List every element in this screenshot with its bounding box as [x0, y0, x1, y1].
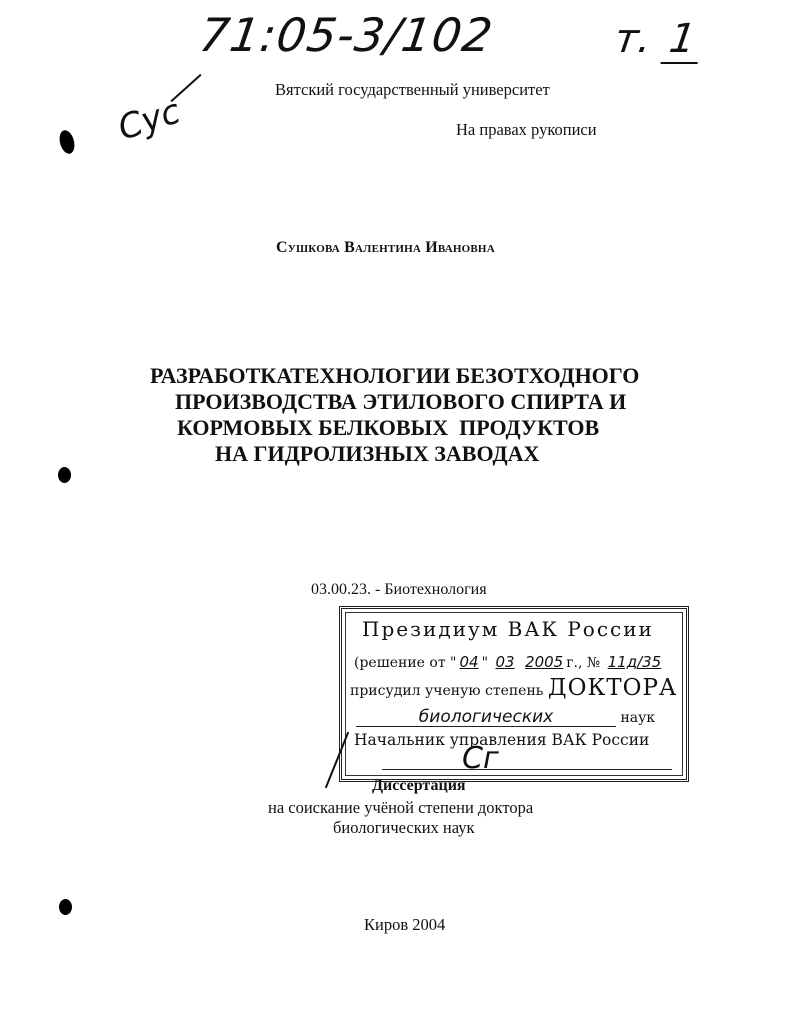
decision-number: 11д/35 — [607, 653, 662, 671]
manuscript-rights-note: На правах рукописи — [456, 120, 597, 139]
degree-line: на соискание учёной степени доктора — [268, 798, 534, 817]
margin-signature: Сус — [113, 91, 186, 149]
specialty-code: 03.00.23. - Биотехнология — [311, 581, 487, 598]
awarded-text: присудил ученую степень — [350, 683, 544, 699]
handwritten-volume-mark — [612, 16, 705, 62]
stamp-chief-title: Начальник управления ВАК России — [354, 731, 650, 749]
author-name: Сушкова Валентина Ивановна — [276, 239, 495, 256]
volume-prefix: т. — [611, 16, 655, 62]
handwritten-archive-code: 71:05-3/102 — [196, 8, 497, 62]
vak-stamp — [339, 606, 689, 782]
awarded-degree: ДОКТОРА — [547, 675, 678, 701]
stamp-awarded — [350, 675, 677, 701]
place-year: Киров 2004 — [364, 915, 446, 934]
decision-quote: " — [481, 655, 489, 671]
punch-hole-mark — [59, 899, 72, 915]
field-suffix: наук — [620, 710, 656, 726]
punch-hole-mark — [58, 467, 71, 483]
stamp-field — [356, 708, 678, 727]
stamp-decision — [354, 653, 664, 671]
signature-line — [382, 769, 672, 770]
title-line: РАЗРАБОТКАТЕХНОЛОГИИ БЕЗОТХОДНОГО — [150, 363, 640, 388]
punch-hole-mark — [57, 129, 77, 156]
field-handwritten: биологических — [356, 708, 616, 727]
decision-month: 03 — [495, 653, 515, 671]
field-line: биологических наук — [333, 818, 475, 837]
decision-year: 2005 — [525, 653, 564, 671]
decision-prefix: (решение от " — [354, 655, 457, 671]
stamp-signature: Сг — [462, 741, 499, 776]
document-type: Диссертация — [372, 777, 466, 794]
title-line: КОРМОВЫХ БЕЛКОВЫХ ПРОДУКТОВ — [177, 415, 600, 440]
dissertation-title — [140, 363, 680, 467]
stamp-heading: Президиум ВАК России — [362, 617, 654, 641]
title-line: ПРОИЗВОДСТВА ЭТИЛОВОГО СПИРТА И — [175, 389, 627, 414]
decision-day: 04 — [459, 653, 479, 671]
volume-number: 1 — [660, 16, 704, 64]
decision-year-suffix: г., № — [566, 655, 601, 671]
university-name: Вятский государственный университет — [275, 80, 550, 99]
title-line: НА ГИДРОЛИЗНЫХ ЗАВОДАХ — [215, 441, 540, 466]
